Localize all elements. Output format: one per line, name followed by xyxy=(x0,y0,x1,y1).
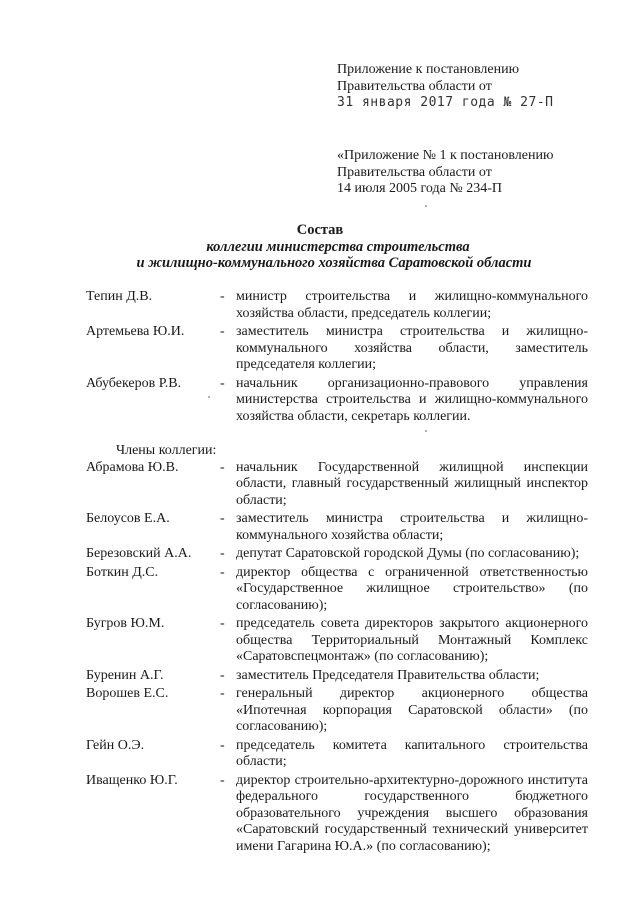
member-name: Тепин Д.В. xyxy=(86,289,153,304)
member-position: директор общества с ограниченной ответственностью «Государственное жилищное строительство» (по согласованию); xyxy=(236,564,588,613)
member-name: Бугров Ю.М. xyxy=(86,616,165,631)
member-row xyxy=(86,616,588,666)
member-position: начальник организационно-правового управления министерства строительства и жилищно-коммунального хозяйства области, секретарь коллегии. xyxy=(236,375,588,424)
appendix-line: «Приложение № 1 к постановлению xyxy=(337,148,554,163)
member-name: Гейн О.Э. xyxy=(86,737,145,753)
member-position: заместитель Председателя Правительства области; xyxy=(236,667,540,683)
member-dash: - xyxy=(220,459,225,475)
title-line: Состав xyxy=(296,222,344,238)
member-dash: - xyxy=(220,289,225,304)
scan-speck xyxy=(425,430,427,432)
member-dash: - xyxy=(220,667,225,683)
member-row xyxy=(86,668,588,685)
member-row xyxy=(86,289,588,322)
member-row xyxy=(86,376,588,426)
member-position: председатель совета директоров закрытого акционерного общества Территориальный Монтажный Комплекс «Саратовспецмонтаж» (по согласованию); xyxy=(236,616,588,664)
member-dash: - xyxy=(220,564,225,580)
member-position: председатель комитета капитального строительства области; xyxy=(236,737,588,769)
appendix-line: Приложение к постановлению xyxy=(337,62,520,77)
scan-speck xyxy=(425,205,427,207)
appendix-line: Правительства области от xyxy=(337,78,492,94)
member-row xyxy=(86,460,588,510)
appendix-header-original xyxy=(337,148,617,198)
member-position: начальник Государственной жилищной инспекции области, главный государственный жилищный инспектор области; xyxy=(236,459,588,508)
member-name: Абубекеров Р.В. xyxy=(86,375,182,391)
member-position: депутат Саратовской городской Думы (по согласованию); xyxy=(236,546,580,561)
member-name: Иващенко Ю.Г. xyxy=(86,772,178,788)
member-name: Березовский А.А. xyxy=(86,546,192,561)
appendix-date-stamp: 31 января 2017 года № 27-П xyxy=(337,95,554,110)
member-position: заместитель министра строительства и жилищно-коммунального хозяйства области, заместитель председателя коллегии; xyxy=(236,324,588,372)
member-dash: - xyxy=(220,546,225,561)
member-dash: - xyxy=(220,772,225,788)
appendix-line: 14 июля 2005 года № 234-П xyxy=(337,181,502,196)
members-group xyxy=(86,460,588,856)
document-title xyxy=(0,222,640,272)
member-row xyxy=(86,565,588,615)
member-dash: - xyxy=(220,616,225,631)
member-position: директор строительно-архитектурно-дорожного института федерального государственного бюджетного образовательного учреждения высшего образования «Саратовский государственный технический университет имени Гагарина Ю.А.» (по согласованию); xyxy=(236,772,588,854)
scan-speck xyxy=(208,396,210,398)
member-row xyxy=(86,324,588,374)
appendix-header-current xyxy=(337,62,617,112)
leaders-group xyxy=(86,289,588,425)
member-name: Белоусов Е.А. xyxy=(86,511,170,526)
member-position: министр строительства и жилищно-коммунального хозяйства области, председатель коллегии; xyxy=(236,289,588,321)
member-dash: - xyxy=(220,686,225,701)
member-dash: - xyxy=(220,737,225,753)
appendix-line: Правительства области от xyxy=(337,164,492,180)
title-line: коллегии министерства строительства xyxy=(206,238,470,255)
member-name: Артемьева Ю.И. xyxy=(86,324,185,339)
member-row xyxy=(86,738,588,771)
member-name: Буренин А.Г. xyxy=(86,667,164,683)
member-name: Абрамова Ю.В. xyxy=(86,459,179,475)
member-dash: - xyxy=(220,511,225,526)
member-row xyxy=(86,511,588,544)
member-row xyxy=(86,546,588,563)
members-section-label: Члены коллегии: xyxy=(116,443,217,458)
title-line: и жилищно-коммунального хозяйства Саратовской области xyxy=(136,255,532,271)
member-dash: - xyxy=(220,375,225,391)
members-list xyxy=(86,289,588,857)
member-position: заместитель министра строительства и жилищно-коммунального хозяйства области; xyxy=(236,511,588,543)
member-dash: - xyxy=(220,324,225,339)
member-name: Ворошев Е.С. xyxy=(86,686,169,701)
member-row xyxy=(86,773,588,856)
member-row xyxy=(86,686,588,736)
member-position: генеральный директор акционерного общества «Ипотечная корпорация Саратовской области» (по согласованию); xyxy=(236,686,588,734)
member-name: Боткин Д.С. xyxy=(86,564,159,580)
